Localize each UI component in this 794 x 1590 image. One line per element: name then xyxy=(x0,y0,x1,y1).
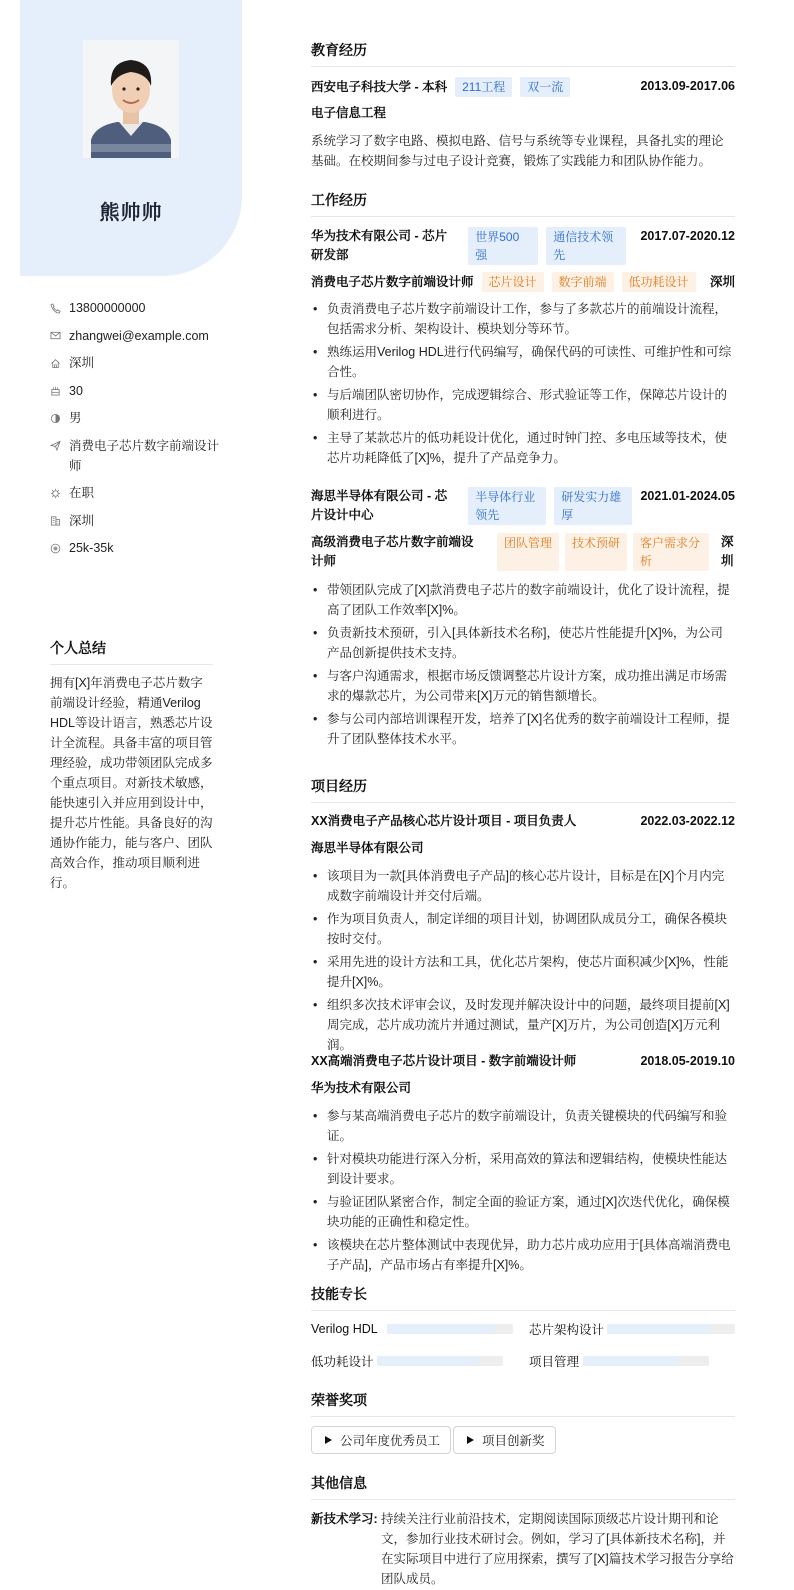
skill-item xyxy=(311,1319,378,1339)
school-tag: 双一流 xyxy=(520,77,570,97)
list-item: • 与后端团队密切协作，完成逻辑综合、形式验证等工作，保障芯片设计的顺利进行。 xyxy=(311,385,735,425)
project-bullets xyxy=(311,1106,735,1278)
play-icon xyxy=(464,1434,476,1446)
list-item: • 主导了某款芯片的低功耗设计优化，通过时钟门控、多电压域等技术，使芯片功耗降低了[X]%，提升了产品竞争力。 xyxy=(311,428,735,468)
job-city: 深圳 xyxy=(721,535,734,568)
avatar-photo xyxy=(83,40,179,158)
project-bullets xyxy=(311,866,735,1058)
job-entry xyxy=(311,227,735,265)
list-item: • 针对模块功能进行深入分析，采用高效的算法和逻辑结构，使模块性能达到设计要求。 xyxy=(311,1149,735,1189)
home-icon xyxy=(50,353,69,373)
award-label: 公司年度优秀员工 xyxy=(340,1434,441,1448)
skill-name: 芯片架构设计 xyxy=(529,1323,605,1337)
skills-heading: 技能专长 xyxy=(311,1284,735,1311)
company-tag: 研发实力雄厚 xyxy=(554,487,632,525)
skill-level-fill xyxy=(607,1324,709,1334)
job-entry xyxy=(311,487,735,525)
phone-icon xyxy=(50,298,69,318)
skills-row xyxy=(311,1351,735,1371)
project-company: 海思半导体有限公司 xyxy=(311,841,424,855)
list-item: • 参与某高端消费电子芯片的数字前端设计，负责关键模块的代码编写和验证。 xyxy=(311,1106,735,1146)
project-date: 2022.03-2022.12 xyxy=(640,814,735,828)
avatar xyxy=(83,40,179,158)
project-name: XX消费电子产品核心芯片设计项目 - 项目负责人 xyxy=(311,814,577,828)
gender-icon xyxy=(50,408,69,428)
info-phone: 13800000000 xyxy=(50,298,220,318)
profile-header xyxy=(20,0,242,276)
company-name: 华为技术有限公司 - 芯片研发部 xyxy=(311,229,448,262)
project-name: XX高端消费电子芯片设计项目 - 数字前端设计师 xyxy=(311,1054,577,1068)
mail-icon xyxy=(50,326,69,346)
info-age: 30 xyxy=(50,381,220,401)
skill-name: 项目管理 xyxy=(529,1355,580,1369)
school-name: 西安电子科技大学 - 本科 xyxy=(311,80,448,94)
summary-text: 拥有[X]年消费电子芯片数字前端设计经验，精通Verilog HDL等设计语言，熟悉芯片设计全流程。具备丰富的项目管理经验，成功带领团队完成多个重点项目。对新技术敏感，能快速引入并应用到设计中，提升芯片性能。具备良好的沟通协作能力，能与客户、团队高效合作，推动项目顺利进行。 xyxy=(50,676,213,890)
building-icon xyxy=(50,511,69,531)
list-item: • 参与公司内部培训课程开发，培养了[X]名优秀的数字前端设计工程师，提升了团队整体技术水平。 xyxy=(311,709,735,749)
info-salary: 25k-35k xyxy=(50,538,220,558)
award-badge xyxy=(311,1426,451,1454)
job-role: 消费电子芯片数字前端设计师 xyxy=(311,275,474,289)
info-position: 消费电子芯片数字前端设计师 xyxy=(50,436,220,476)
project-company: 华为技术有限公司 xyxy=(311,1081,412,1095)
skill-level-bar xyxy=(377,1356,503,1366)
info-email: zhangwei@example.com xyxy=(50,326,220,346)
other-label: 新技术学习: xyxy=(311,1512,378,1526)
skill-level-bar xyxy=(387,1324,513,1334)
skill-tag: 低功耗设计 xyxy=(622,272,696,292)
skill-level-fill xyxy=(583,1356,678,1366)
major: 电子信息工程 xyxy=(311,106,387,120)
other-heading: 其他信息 xyxy=(311,1473,735,1500)
work-heading: 工作经历 xyxy=(311,190,735,217)
contact-info-list xyxy=(50,298,220,566)
job-city: 深圳 xyxy=(709,274,735,289)
salary-icon xyxy=(50,538,69,558)
education-date: 2013.09-2017.06 xyxy=(640,79,735,93)
list-item: • 该模块在芯片整体测试中表现优异，助力芯片成功应用于[具体高端消费电子产品]，产品市场占有率提升[X]%。 xyxy=(311,1235,735,1275)
project-entry xyxy=(311,812,735,831)
list-item: • 作为项目负责人，制定详细的项目计划，协调团队成员分工，确保各模块按时交付。 xyxy=(311,909,735,949)
list-item: • 采用先进的设计方法和工具，优化芯片架构，使芯片面积减少[X]%，性能提升[X]%。 xyxy=(311,952,735,992)
company-tag: 通信技术领先 xyxy=(546,227,626,265)
info-city: 深圳 xyxy=(50,353,220,373)
send-icon xyxy=(50,436,69,456)
summary-heading: 个人总结 xyxy=(50,638,213,665)
projects-heading: 项目经历 xyxy=(311,776,735,803)
company-tag: 半导体行业领先 xyxy=(468,487,546,525)
skill-tag: 客户需求分析 xyxy=(633,533,709,571)
skills-row xyxy=(311,1319,735,1339)
education-desc: 系统学习了数字电路、模拟电路、信号与系统等专业课程，具备扎实的理论基础。在校期间参与过电子设计竞赛，锻炼了实践能力和团队协作能力。 xyxy=(311,134,724,168)
education-heading: 教育经历 xyxy=(311,40,735,67)
skill-tag: 团队管理 xyxy=(497,533,559,571)
list-item: • 与验证团队紧密合作，制定全面的验证方案，通过[X]次迭代优化，确保模块功能的正确性和稳定性。 xyxy=(311,1192,735,1232)
list-item: • 带领团队完成了[X]款消费电子芯片的数字前端设计，优化了设计流程，提高了团队工作效率[X]%。 xyxy=(311,580,735,620)
other-text: 持续关注行业前沿技术，定期阅读国际顶级芯片设计期刊和论文，参加行业技术研讨会。例如，学习了[具体新技术名称]，并在实际项目中进行了应用探索，撰写了[X]篇技术学习报告分享给团队成员。 xyxy=(381,1512,734,1586)
sidebar xyxy=(0,0,262,1590)
job-bullets xyxy=(311,580,735,752)
other-info xyxy=(311,1509,735,1589)
job-date: 2017.07-2020.12 xyxy=(640,229,735,243)
skill-name: 低功耗设计 xyxy=(311,1355,374,1369)
info-gender: 男 xyxy=(50,408,220,428)
list-item: • 负责消费电子芯片数字前端设计工作，参与了多款芯片的前端设计流程，包括需求分析、架构设计、模块划分等环节。 xyxy=(311,299,735,339)
skill-item xyxy=(529,1319,604,1339)
list-item: • 该项目为一款[具体消费电子产品]的核心芯片设计，目标是在[X]个月内完成数字前端设计并交付后端。 xyxy=(311,866,735,906)
company-name: 海思半导体有限公司 - 芯片设计中心 xyxy=(311,489,448,522)
skill-item xyxy=(529,1351,579,1371)
education-entry xyxy=(311,77,735,97)
skill-tag: 技术预研 xyxy=(565,533,627,571)
list-item: • 与客户沟通需求，根据市场反馈调整芯片设计方案，成功推出满足市场需求的爆款芯片，为公司带来[X]万元的销售额增长。 xyxy=(311,666,735,706)
award-badge xyxy=(453,1426,556,1454)
skill-tag: 数字前端 xyxy=(552,272,614,292)
skill-name: Verilog HDL xyxy=(311,1322,378,1336)
school-tag: 211工程 xyxy=(455,77,512,97)
project-date: 2018.05-2019.10 xyxy=(640,1054,735,1068)
job-role-row xyxy=(311,272,735,292)
awards-heading: 荣誉奖项 xyxy=(311,1390,735,1417)
list-item: • 负责新技术预研，引入[具体新技术名称]，使芯片性能提升[X]%，为公司产品创新提供技术支持。 xyxy=(311,623,735,663)
company-tag: 世界500强 xyxy=(468,227,538,265)
list-item: • 熟练运用Verilog HDL进行代码编写，确保代码的可读性、可维护性和可综合性。 xyxy=(311,342,735,382)
skill-level-fill xyxy=(377,1356,478,1366)
job-date: 2021.01-2024.05 xyxy=(640,489,735,503)
play-icon xyxy=(322,1434,334,1446)
skill-level-bar xyxy=(607,1324,735,1334)
skill-tag: 芯片设计 xyxy=(482,272,544,292)
person-name: 熊帅帅 xyxy=(99,202,163,224)
info-work-city: 深圳 xyxy=(50,511,220,531)
info-status: 在职 xyxy=(50,483,220,503)
skill-item xyxy=(311,1351,374,1371)
list-item: • 组织多次技术评审会议，及时发现并解决设计中的问题，最终项目提前[X]周完成，芯片成功流片并通过测试，量产[X]万片，为公司创造[X]万元利润。 xyxy=(311,995,735,1055)
job-bullets xyxy=(311,299,735,471)
job-role: 高级消费电子芯片数字前端设计师 xyxy=(311,535,474,568)
status-icon xyxy=(50,483,69,503)
age-icon xyxy=(50,381,69,401)
job-role-row xyxy=(311,533,735,571)
skill-level-fill xyxy=(387,1324,494,1334)
project-entry xyxy=(311,1052,735,1071)
award-label: 项目创新奖 xyxy=(482,1434,545,1448)
skill-level-bar xyxy=(583,1356,709,1366)
